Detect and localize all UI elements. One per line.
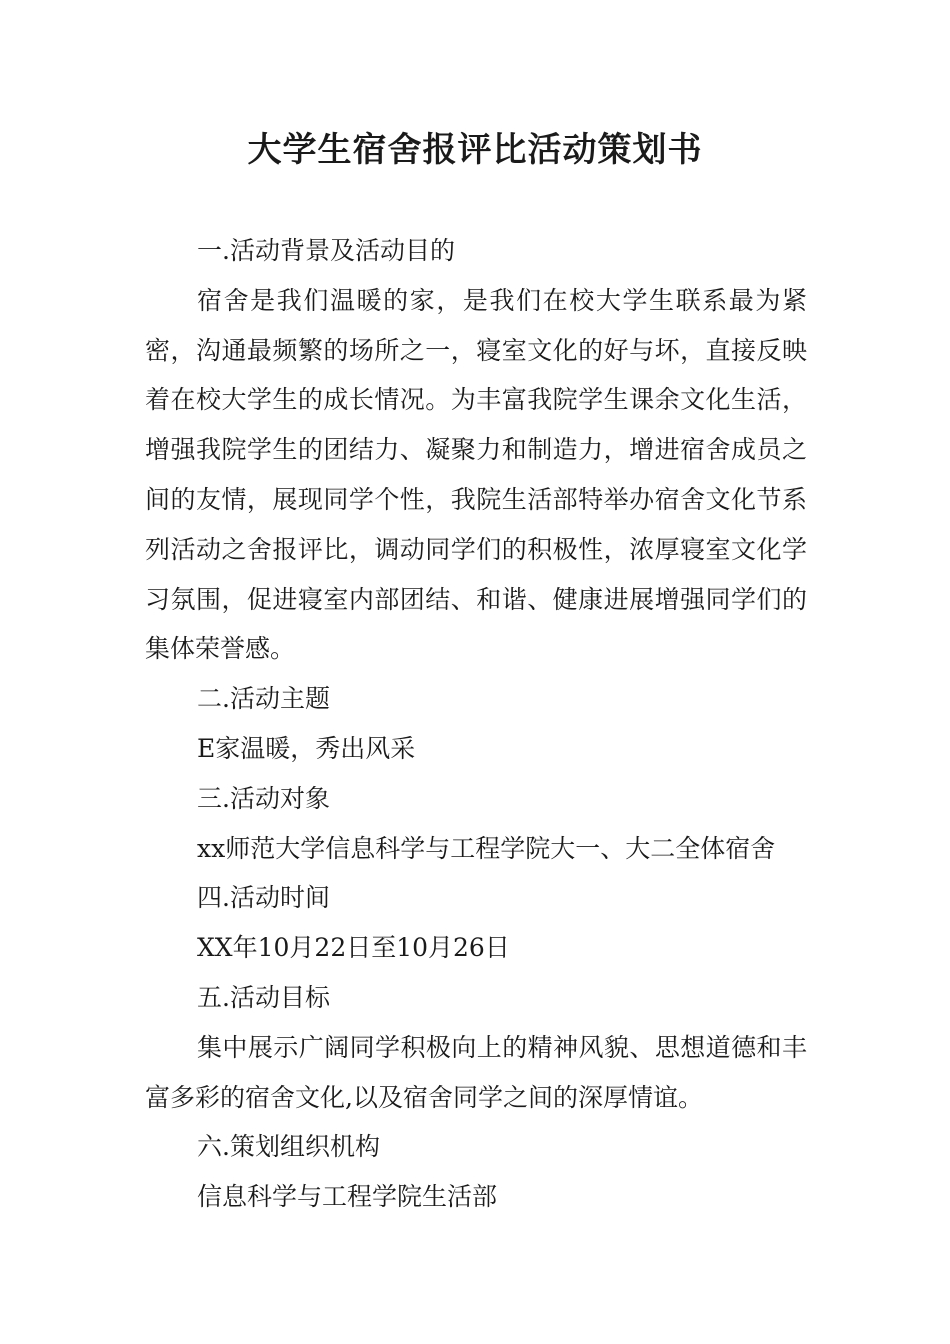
paragraph-time: XX年10月22日至10月26日 (197, 933, 510, 963)
paragraph-background: 宿舍是我们温暖的家，是我们在校大学生联系最为紧密，沟通最频繁的场所之一，寝室文化的好与坏，直接反映着在校大学生的成长情况。为丰富我院学生课余文化生活，增强我院学生的团结力、凝聚力和制造力，增进宿舍成员之间的友情，展现同学个性，我院生活部特举办宿舍文化节系列活动之舍报评比，调动同学们的积极性，浓厚寝室文化学习氛围，促进寝室内部团结、和谐、健康进展增强同学们的集体荣誉感。 (145, 285, 807, 664)
paragraph-theme: E家温暖，秀出风采 (197, 733, 416, 763)
section-heading-time: 四.活动时间 (197, 883, 330, 913)
section-heading-audience: 三.活动对象 (197, 783, 330, 813)
document-title: 大学生宿舍报评比活动策划书 (247, 130, 703, 170)
paragraph-audience: xx师范大学信息科学与工程学院大一、大二全体宿舍 (197, 833, 776, 863)
section-heading-organization: 六.策划组织机构 (197, 1132, 380, 1162)
section-heading-goal: 五.活动目标 (197, 982, 330, 1012)
paragraph-goal: 集中展示广阔同学积极向上的精神风貌、思想道德和丰富多彩的宿舍文化,以及宿舍同学之间的深厚情谊。 (145, 1032, 807, 1112)
section-heading-theme: 二.活动主题 (197, 684, 330, 714)
section-heading-background: 一.活动背景及活动目的 (197, 236, 455, 265)
paragraph-organization: 信息科学与工程学院生活部 (197, 1182, 498, 1212)
document-body (145, 226, 807, 1222)
